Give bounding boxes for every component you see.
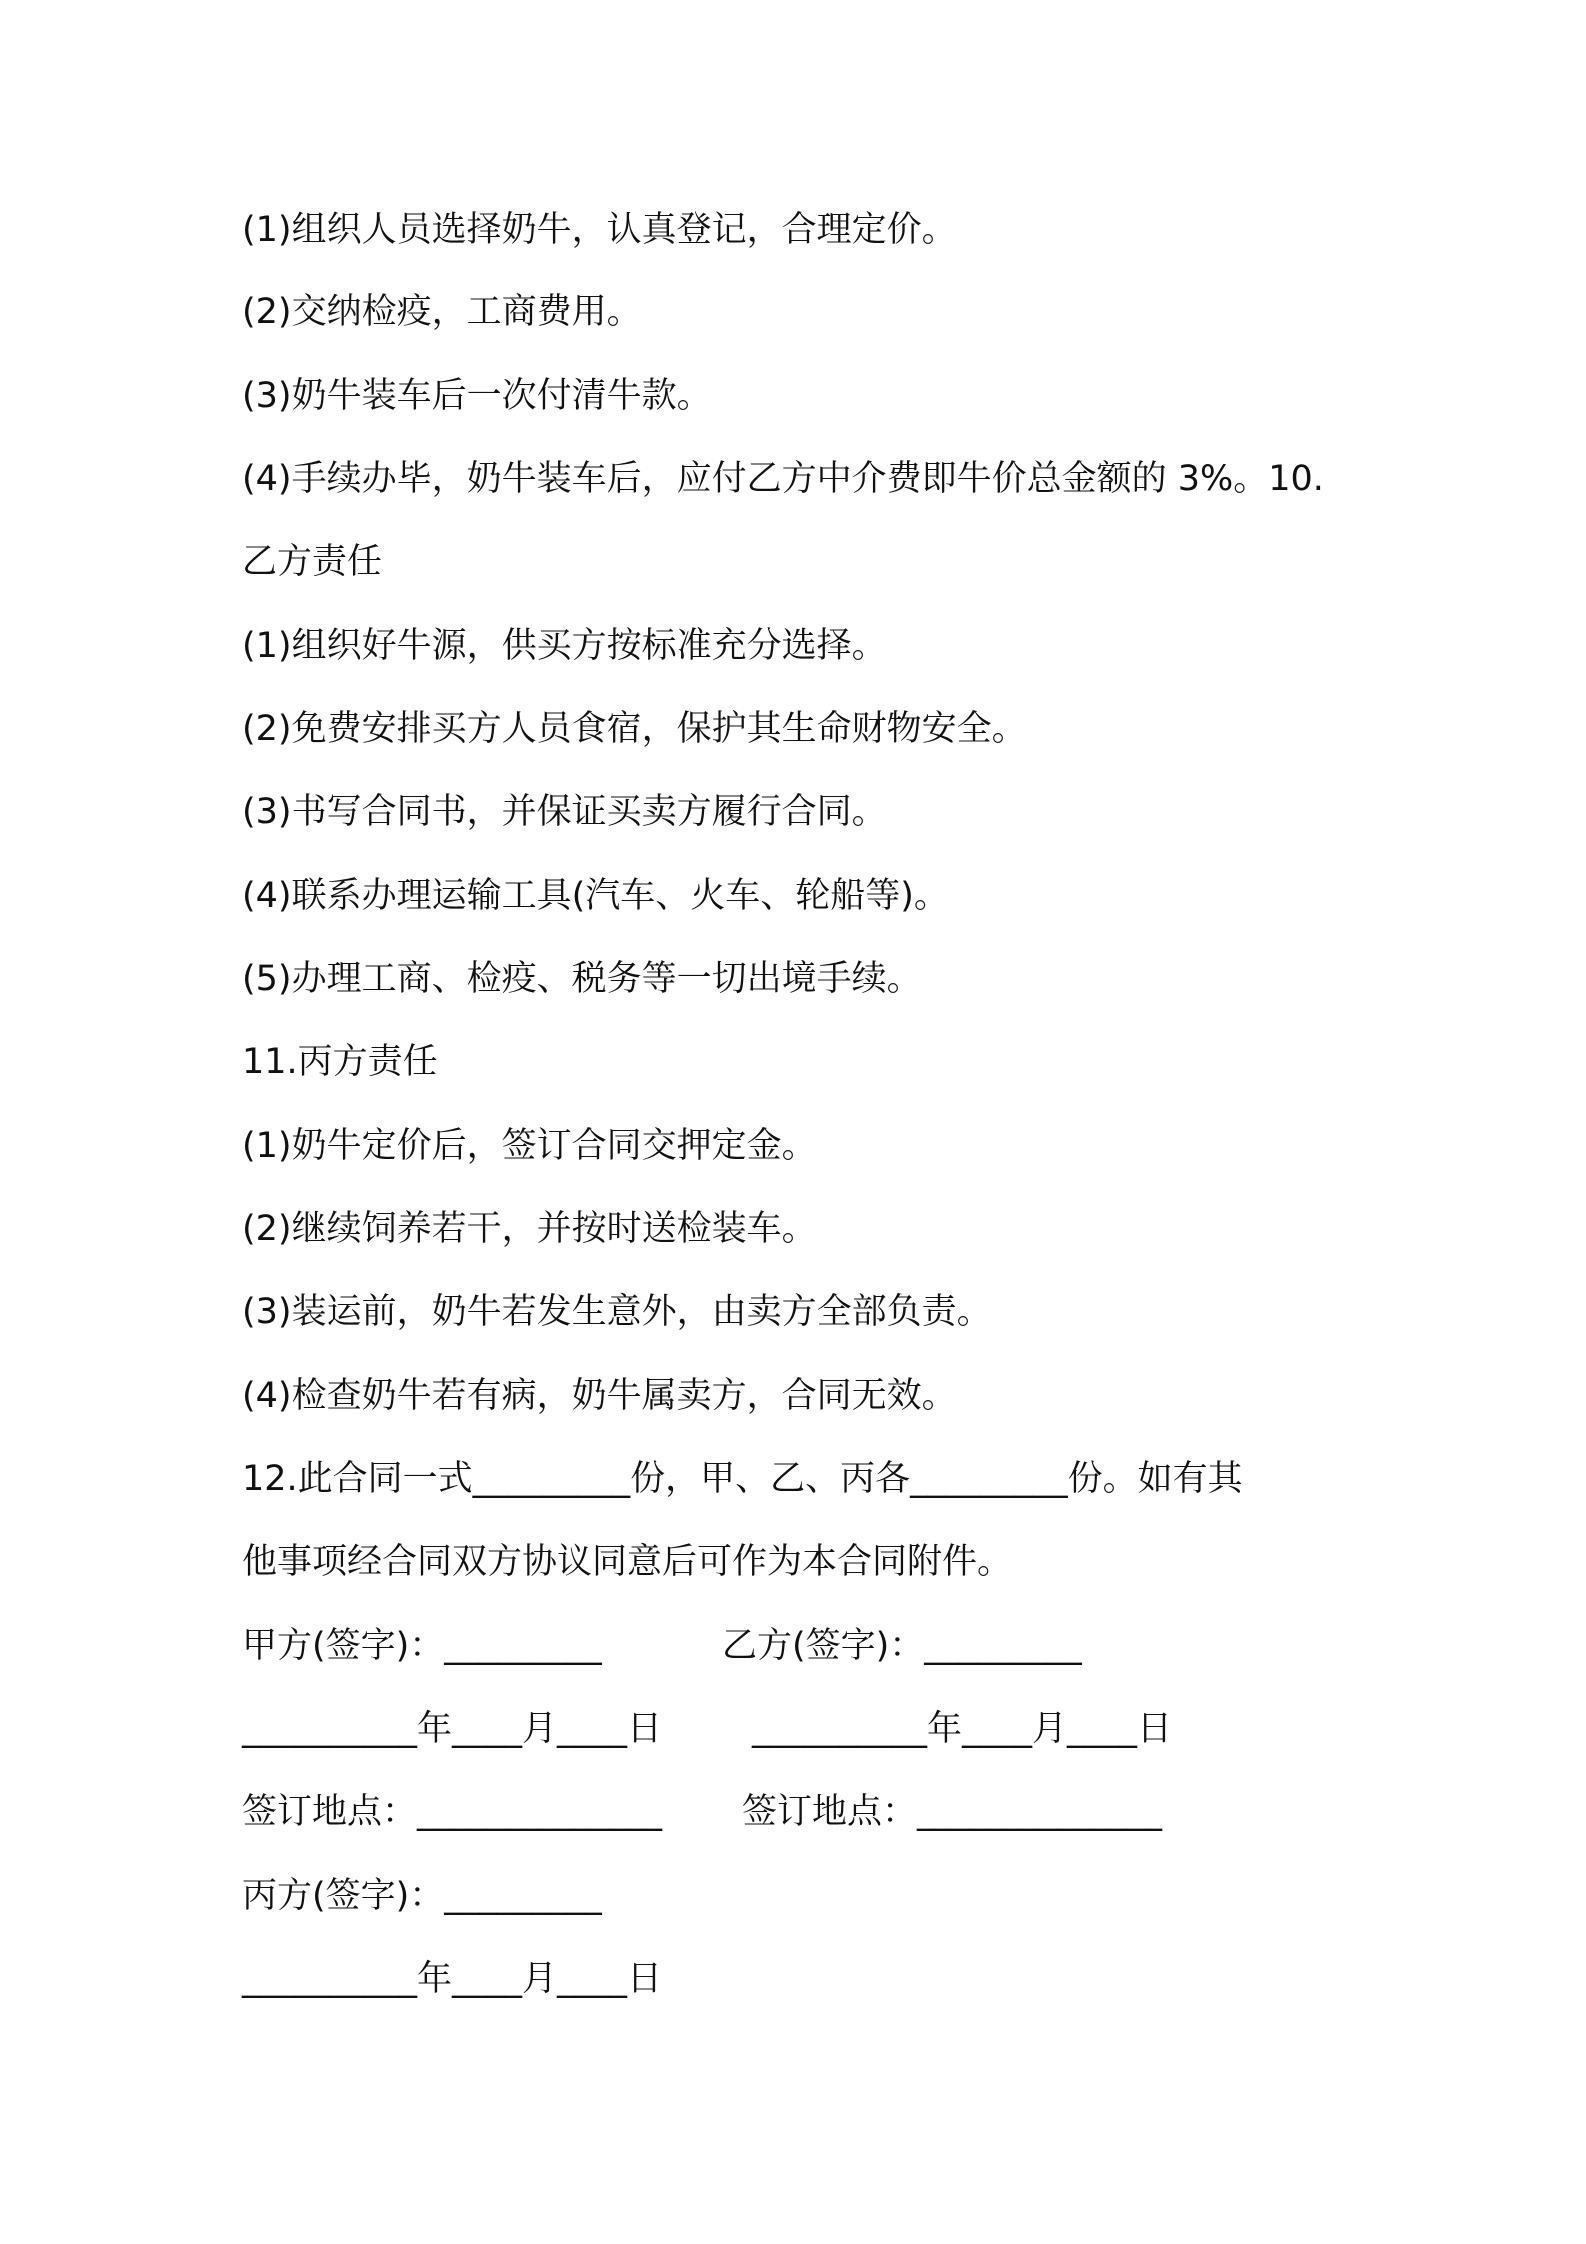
clause-line-14: (3)装运前，奶牛若发生意外，由卖方全部负责。	[242, 1292, 992, 1332]
party-a-signature: 甲方(签字)：_________	[242, 1626, 602, 1666]
clause-line-8: (3)书写合同书，并保证买卖方履行合同。	[242, 792, 887, 832]
party-b-place: 签订地点：______________	[742, 1792, 1163, 1832]
clause-line-7: (2)免费安排买方人员食宿，保护其生命财物安全。	[242, 709, 1027, 749]
party-b-signature: 乙方(签字)：_________	[722, 1626, 1082, 1666]
clause-line-12: (1)奶牛定价后，签订合同交押定金。	[242, 1126, 817, 1166]
party-a-date: __________年____月____日	[242, 1709, 663, 1749]
party-c-signature: 丙方(签字)：_________	[242, 1876, 602, 1916]
party-c-date: __________年____月____日	[242, 1959, 663, 1999]
clause-line-3: (3)奶牛装车后一次付清牛款。	[242, 376, 712, 416]
signature-row-1	[242, 1624, 1342, 1668]
clause-line-17: 他事项经合同双方协议同意后可作为本合同附件。	[242, 1542, 1013, 1582]
clause-line-4: (4)手续办毕，奶牛装车后，应付乙方中介费即牛价总金额的 3%。10.	[242, 459, 1324, 499]
clause-line-2: (2)交纳检疫，工商费用。	[242, 292, 642, 332]
place-row	[242, 1790, 1342, 1834]
section-heading-party-b: 乙方责任	[242, 542, 383, 582]
clause-line-16: 12.此合同一式_________份，甲、乙、丙各_________份。如有其	[242, 1459, 1243, 1499]
clause-line-1: (1)组织人员选择奶牛，认真登记，合理定价。	[242, 210, 957, 250]
clause-line-6: (1)组织好牛源，供买方按标准充分选择。	[242, 626, 887, 666]
section-heading-party-c: 11.丙方责任	[242, 1042, 438, 1082]
date-row-1	[242, 1707, 1342, 1751]
party-b-date: __________年____月____日	[752, 1709, 1173, 1749]
party-a-place: 签订地点：______________	[242, 1792, 663, 1832]
clause-line-13: (2)继续饲养若干，并按时送检装车。	[242, 1209, 817, 1249]
clause-line-10: (5)办理工商、检疫、税务等一切出境手续。	[242, 959, 922, 999]
clause-line-9: (4)联系办理运输工具(汽车、火车、轮船等)。	[242, 876, 949, 916]
clause-line-15: (4)检查奶牛若有病，奶牛属卖方，合同无效。	[242, 1376, 957, 1416]
